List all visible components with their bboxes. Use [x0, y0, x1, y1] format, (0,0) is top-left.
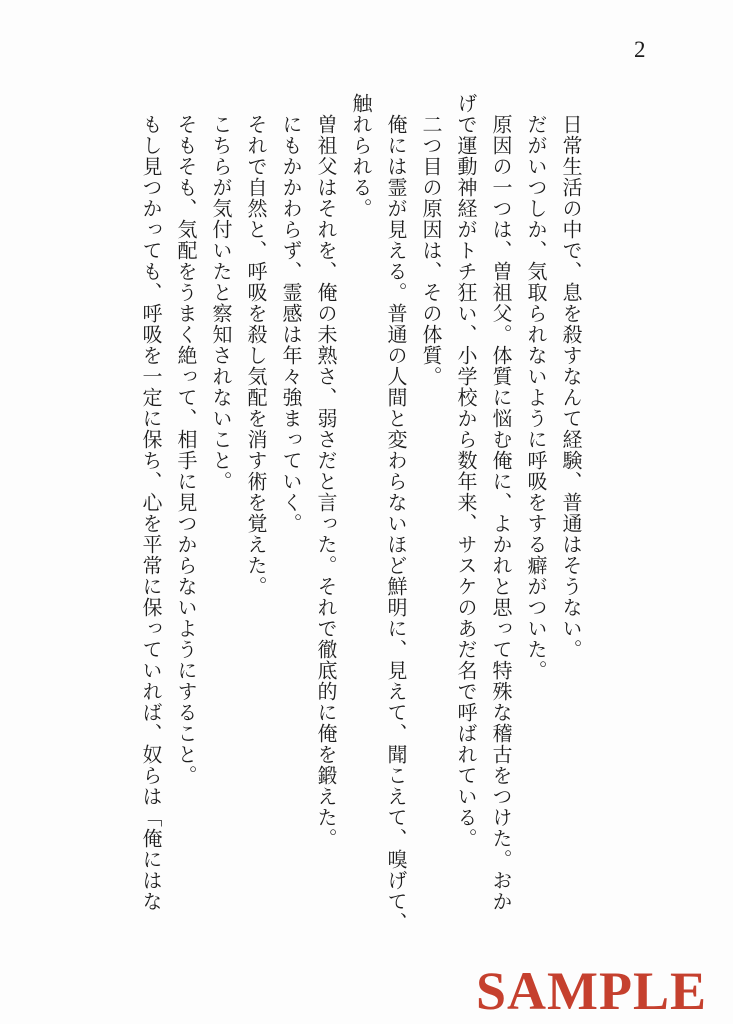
text-line: にもかかわらず、霊感は年々強まっていく。	[279, 93, 301, 534]
text-line: だがいつしか、気取られないように呼吸をする癖がついた。	[524, 93, 546, 681]
page-number: 2	[634, 37, 646, 62]
text-line: こちらが気付いたと察知されないこと。	[209, 93, 231, 492]
text-line: げで運動神経がトチ狂い、小学校から数年来、サスケのあだ名で呼ばれている。	[454, 93, 476, 849]
sample-watermark: SAMPLE	[475, 961, 707, 1021]
text-line: 俺には霊が見える。普通の人間と変わらないほど鮮明に、見えて、聞こえて、嗅げて、	[384, 93, 406, 933]
text-line: 二つ目の原因は、その体質。	[419, 93, 441, 387]
vertical-text-block	[131, 93, 587, 949]
text-line: それで自然と、呼吸を殺し気配を消す術を覚えた。	[244, 93, 266, 597]
text-line: 曽祖父はそれを、俺の未熟さ、弱さだと言った。それで徹底的に俺を鍛えた。	[314, 93, 336, 849]
text-line: 原因の一つは、曽祖父。体質に悩む俺に、よかれと思って特殊な稽古をつけた。おか	[489, 93, 511, 912]
text-line: もし見つかっても、呼吸を一定に保ち、心を平常に保っていれば、奴らは「俺にはな	[139, 93, 161, 912]
text-line: 触れられる。	[349, 93, 371, 219]
text-line: 日常生活の中で、息を殺すなんて経験、普通はそうない。	[559, 93, 581, 660]
text-line: そもそも、気配をうまく絶って、相手に見つからないようにすること。	[174, 93, 196, 786]
